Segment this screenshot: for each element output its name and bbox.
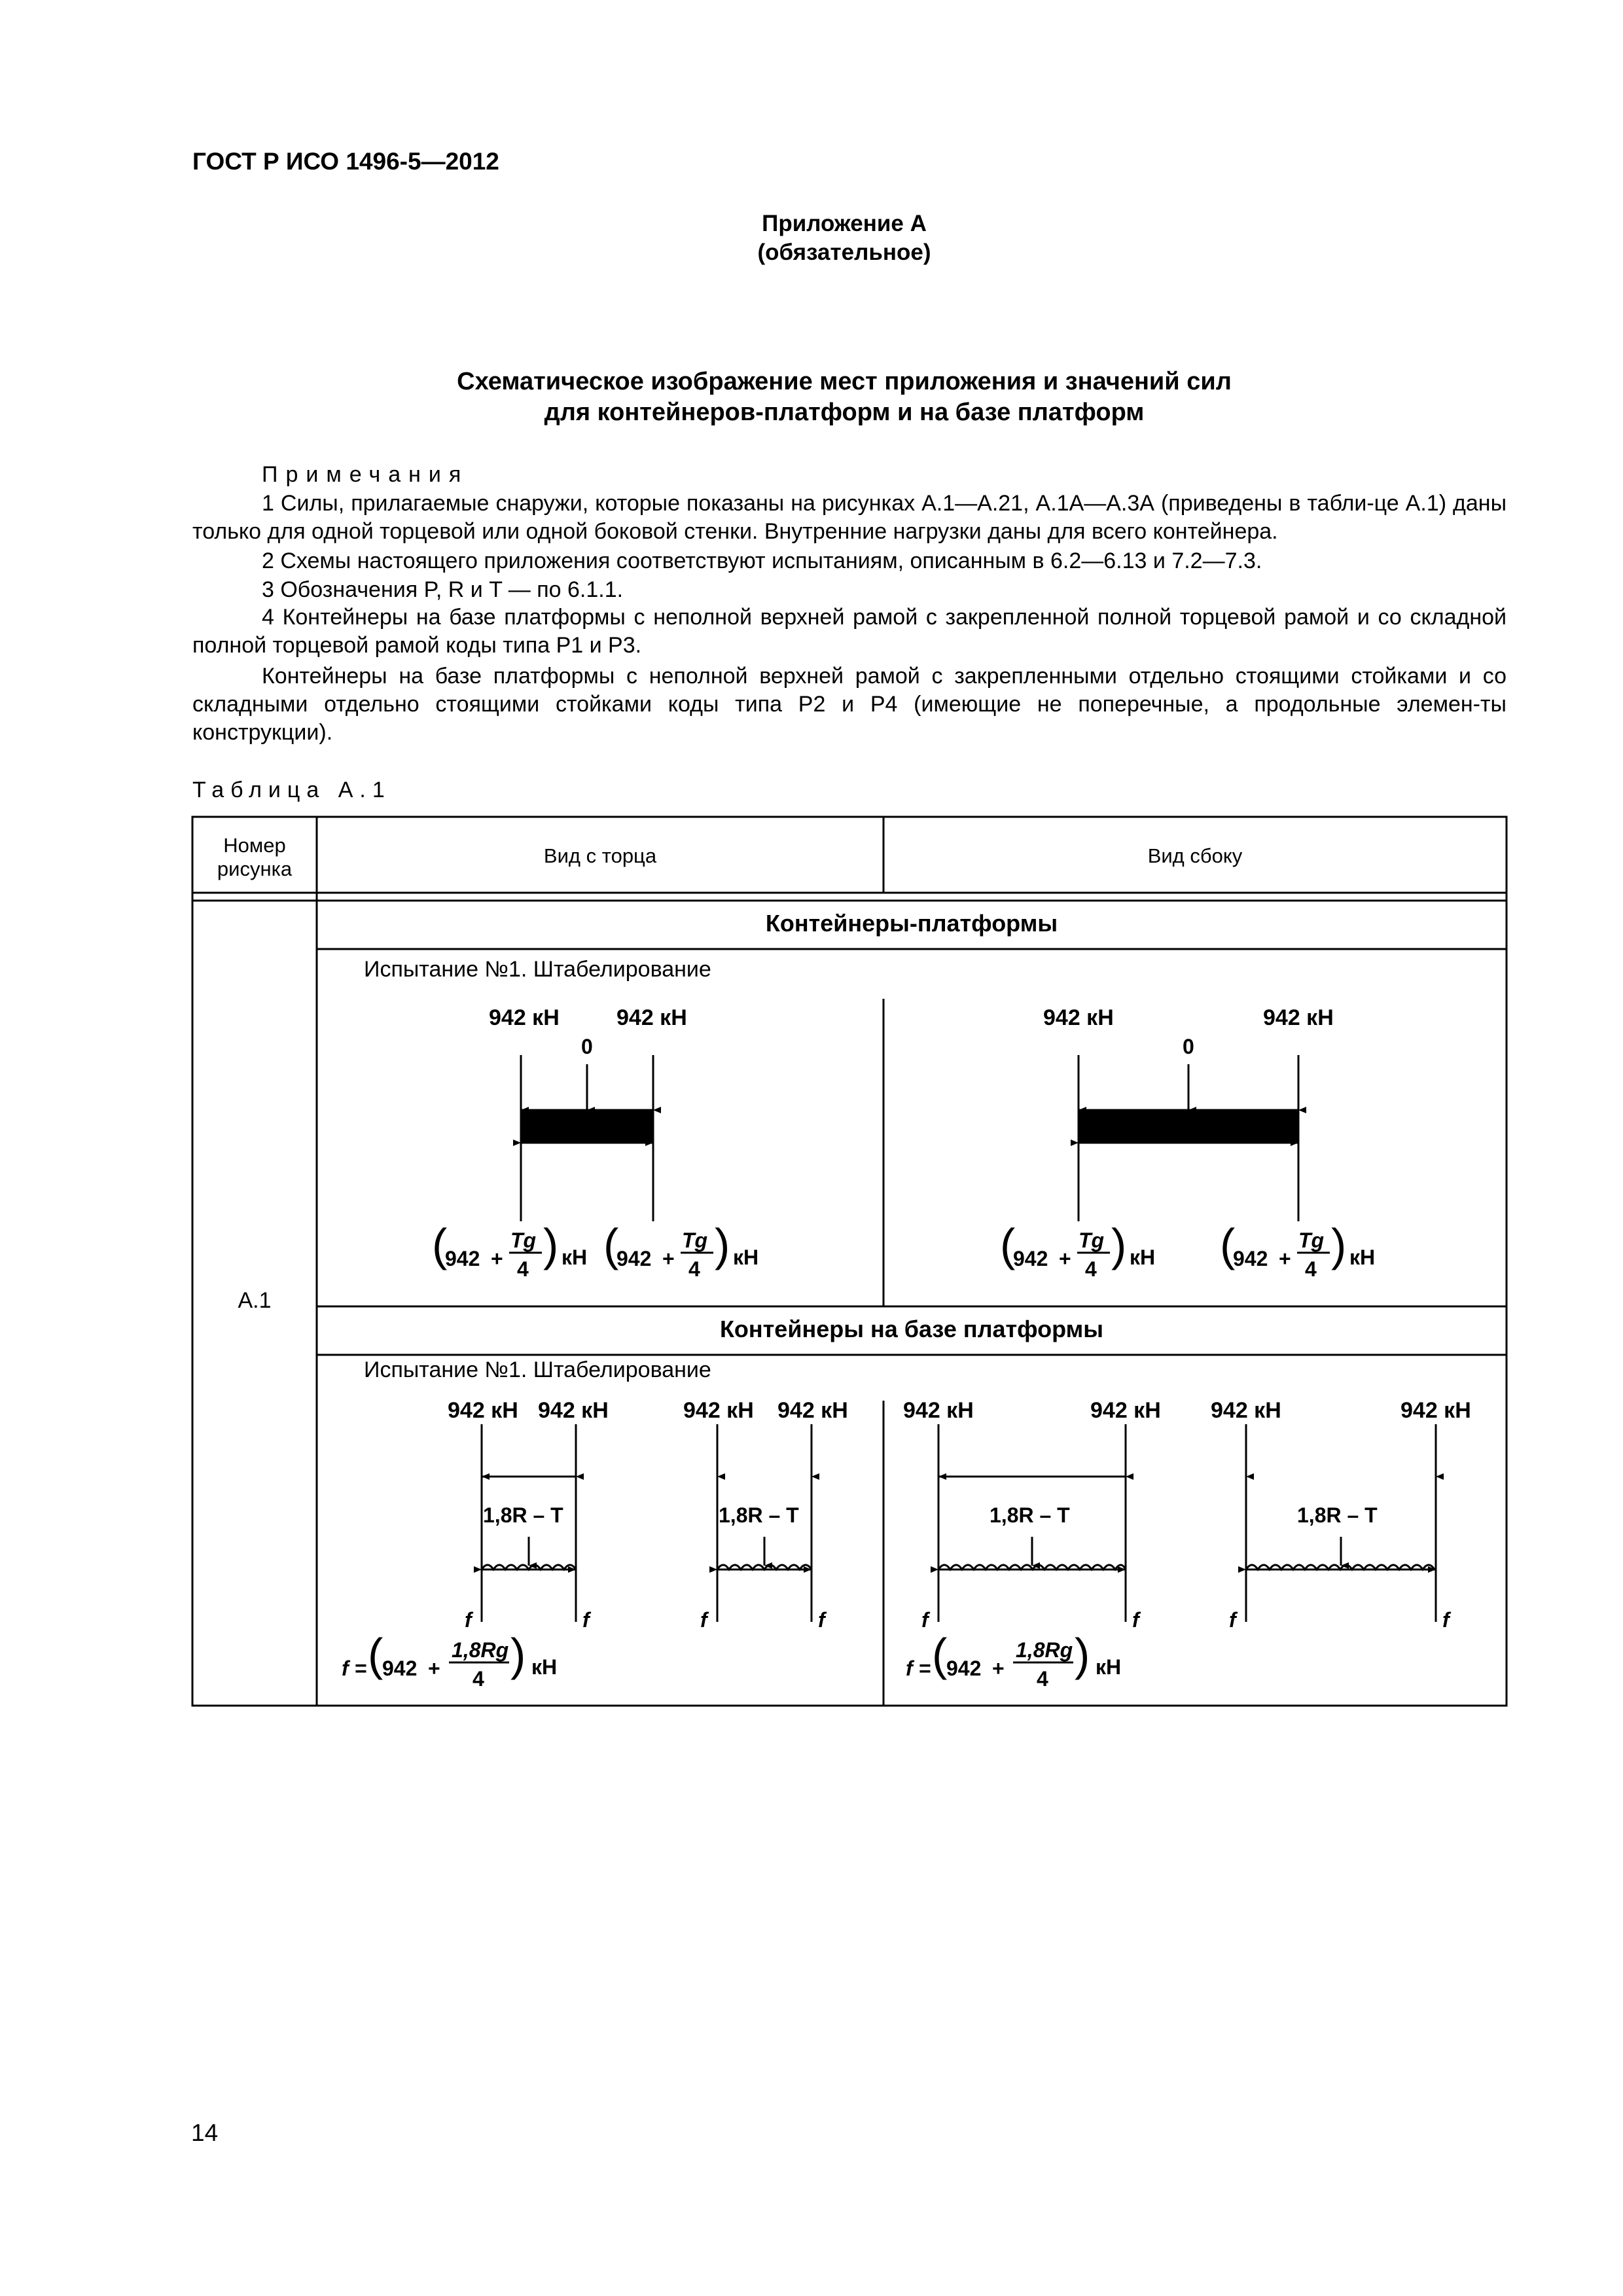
svg-text:4: 4 xyxy=(1305,1257,1317,1281)
svg-text:+: + xyxy=(992,1657,1005,1680)
force-label: 942 кН xyxy=(1043,1005,1114,1030)
force-label: 942 кН xyxy=(683,1398,754,1423)
svg-text:): ) xyxy=(543,1219,559,1270)
svg-text:+: + xyxy=(1279,1247,1291,1270)
svg-text:1,8Rg: 1,8Rg xyxy=(1016,1638,1073,1662)
svg-text:Tg: Tg xyxy=(510,1229,537,1252)
zero-label: 0 xyxy=(581,1035,593,1058)
f-label: f xyxy=(1229,1608,1236,1632)
f-label: f xyxy=(700,1608,707,1632)
svg-text:4: 4 xyxy=(1085,1257,1097,1281)
svg-text:кН: кН xyxy=(1349,1246,1376,1269)
f-label: f xyxy=(1132,1608,1139,1632)
svg-text:f =: f = xyxy=(906,1657,931,1680)
svg-text:942: 942 xyxy=(1013,1247,1048,1270)
force-label: 942 кН xyxy=(448,1398,518,1423)
svg-text:4: 4 xyxy=(688,1257,700,1281)
force-label: 942 кН xyxy=(1263,1005,1334,1030)
f-label: f xyxy=(582,1608,590,1632)
test-label-2: Испытание №1. Штабелирование xyxy=(364,1357,711,1382)
svg-text:+: + xyxy=(662,1247,675,1270)
svg-text:(: ( xyxy=(932,1629,948,1680)
section-platforms-title: Контейнеры-платформы xyxy=(765,910,1058,937)
table-caption: Таблица А.1 xyxy=(192,778,391,802)
f-label: f xyxy=(921,1608,929,1632)
svg-text:Tg: Tg xyxy=(682,1229,708,1252)
force-label: 942 кН xyxy=(777,1398,848,1423)
col-header-side-view: Вид сбоку xyxy=(1147,844,1243,867)
note-5: Контейнеры на базе платформы с неполной верхней рамой с закрепленными отдельно стоящими стойками и со складными отдельно стоящими стойками коды типа P2 и P4 (имеющие не поперечные, а продольные элемен-ты конструкции). xyxy=(192,664,1507,745)
svg-text:4: 4 xyxy=(1037,1667,1048,1691)
svg-text:942: 942 xyxy=(616,1247,652,1270)
force-label: 942 кН xyxy=(1211,1398,1281,1423)
notes-heading: Примечания xyxy=(262,462,469,487)
f-label: f xyxy=(465,1608,472,1632)
svg-text:): ) xyxy=(1075,1629,1090,1680)
svg-text:+: + xyxy=(1059,1247,1071,1270)
force-label: 942 кН xyxy=(1090,1398,1161,1423)
force-label: 942 кН xyxy=(489,1005,560,1030)
f-label: f xyxy=(1442,1608,1450,1632)
svg-text:(: ( xyxy=(432,1219,448,1270)
svg-text:+: + xyxy=(491,1247,503,1270)
svg-text:4: 4 xyxy=(473,1667,484,1691)
svg-text:): ) xyxy=(1331,1219,1347,1270)
svg-text:(: ( xyxy=(1220,1219,1236,1270)
svg-text:кН: кН xyxy=(562,1246,588,1269)
note-3: 3 Обозначения P, R и T — по 6.1.1. xyxy=(262,577,624,602)
svg-text:+: + xyxy=(428,1657,440,1680)
svg-text:(: ( xyxy=(368,1629,383,1680)
section-title-line1: Схематическое изображение мест приложения и значений сил xyxy=(457,368,1232,395)
document-header: ГОСТ Р ИСО 1496-5—2012 xyxy=(192,148,499,175)
col-header-figure-number: Номер рисунка xyxy=(217,834,293,880)
load-label: 1,8R – T xyxy=(990,1503,1070,1527)
note-4: 4 Контейнеры на базе платформы с неполной верхней рамой с закрепленной полной торцевой рамой и со складной полной торцевой рамой коды типа P1 и P3. xyxy=(192,605,1507,658)
svg-text:): ) xyxy=(510,1629,526,1680)
svg-text:Tg: Tg xyxy=(1298,1229,1325,1252)
svg-text:кН: кН xyxy=(1096,1655,1122,1679)
appendix-subtitle: (обязательное) xyxy=(757,240,931,265)
svg-text:): ) xyxy=(715,1219,730,1270)
test-label-1: Испытание №1. Штабелирование xyxy=(364,957,711,982)
note-2: 2 Схемы настоящего приложения соответствуют испытаниям, описанным в 6.2—6.13 и 7.2—7.3. xyxy=(262,548,1262,573)
section-title-line2: для контейнеров-платформ и на базе платформ xyxy=(544,399,1145,426)
svg-text:(: ( xyxy=(1000,1219,1016,1270)
f-formula-side-view xyxy=(906,1629,1121,1691)
svg-text:942: 942 xyxy=(382,1657,418,1680)
svg-text:f =: f = xyxy=(342,1657,367,1680)
note-1: 1 Силы, прилагаемые снаружи, которые показаны на рисунках А.1—А.21, А.1А—А.3А (приведены в табли-це А.1) даны только для одной торцевой или одной боковой стенки. Внутренние нагрузки даны для всего контейнера. xyxy=(192,491,1507,544)
load-label: 1,8R – T xyxy=(1297,1503,1378,1527)
svg-text:942: 942 xyxy=(946,1657,982,1680)
svg-text:942: 942 xyxy=(445,1247,480,1270)
svg-text:Tg: Tg xyxy=(1079,1229,1105,1252)
section-platform-based-title: Контейнеры на базе платформы xyxy=(719,1316,1104,1342)
load-label: 1,8R – T xyxy=(483,1503,563,1527)
force-label: 942 кН xyxy=(538,1398,609,1423)
figure-number: А.1 xyxy=(238,1288,272,1313)
svg-text:942: 942 xyxy=(1233,1247,1268,1270)
force-label: 942 кН xyxy=(903,1398,974,1423)
svg-text:кН: кН xyxy=(531,1655,558,1679)
svg-text:): ) xyxy=(1111,1219,1127,1270)
svg-text:кН: кН xyxy=(1130,1246,1156,1269)
col-header-end-view: Вид с торца xyxy=(543,844,657,867)
zero-label: 0 xyxy=(1183,1035,1194,1058)
load-label: 1,8R – T xyxy=(719,1503,799,1527)
force-label: 942 кН xyxy=(1400,1398,1471,1423)
svg-text:4: 4 xyxy=(517,1257,529,1281)
svg-text:кН: кН xyxy=(733,1246,759,1269)
appendix-title: Приложение А xyxy=(762,211,927,236)
f-label: f xyxy=(818,1608,825,1632)
force-label: 942 кН xyxy=(616,1005,687,1030)
svg-text:1,8Rg: 1,8Rg xyxy=(452,1638,509,1662)
page-number: 14 xyxy=(191,2119,219,2146)
svg-text:(: ( xyxy=(603,1219,619,1270)
